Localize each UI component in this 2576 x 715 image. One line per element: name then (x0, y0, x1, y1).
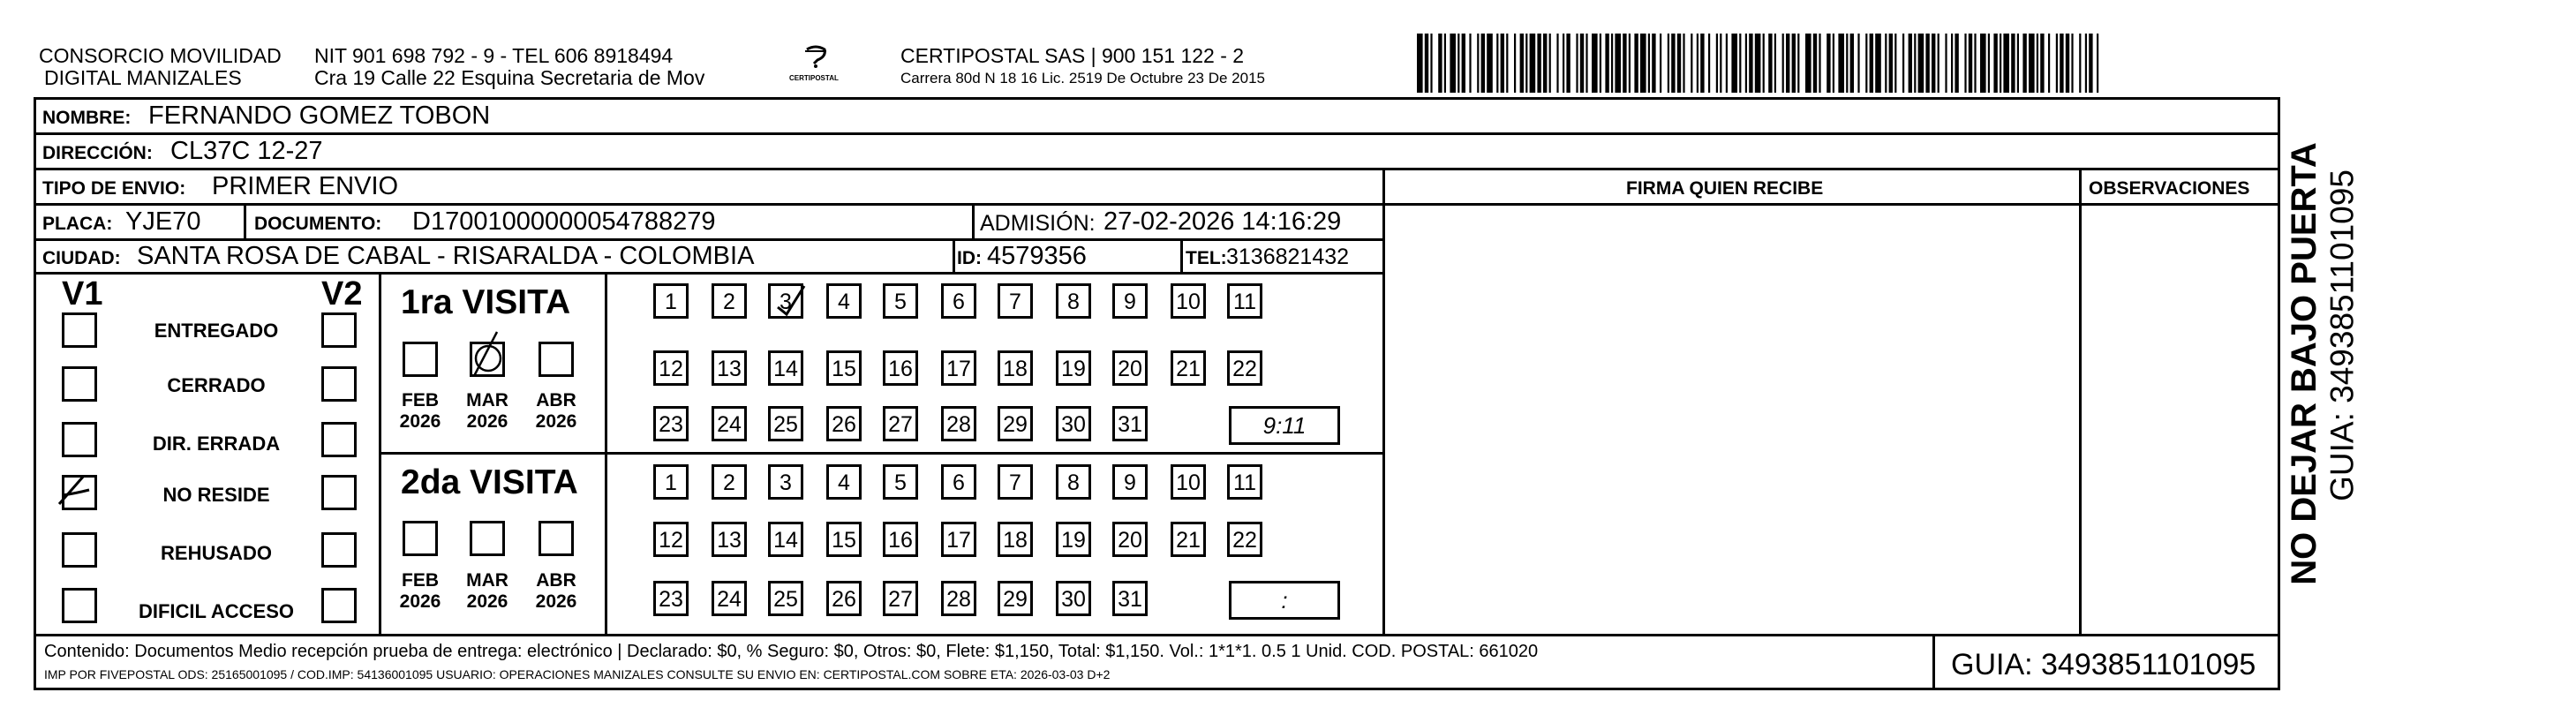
visit2-day-box[interactable]: 1 (653, 464, 689, 500)
placa-label: PLACA: (42, 214, 113, 234)
barcode-bar (1782, 34, 1784, 93)
barcode-bar (1623, 34, 1626, 93)
barcode-bar (1726, 34, 1728, 93)
barcode-bar (1768, 34, 1772, 93)
visit2-day-box[interactable]: 2 (712, 464, 747, 500)
visit2-day-box[interactable]: 29 (998, 581, 1033, 616)
barcode-bar (1477, 34, 1479, 93)
visit2-day-box[interactable]: 10 (1171, 464, 1206, 500)
barcode-bar (1902, 34, 1904, 93)
barcode-bar (1586, 34, 1587, 93)
tipo-envio-label: TIPO DE ENVIO: (42, 178, 186, 199)
barcode-bar (2066, 34, 2069, 93)
barcode-bar (2085, 34, 2087, 93)
visit2-month-label: ABR 2026 (535, 570, 577, 613)
barcode-bar (2048, 34, 2050, 93)
v1-checkbox[interactable] (62, 588, 97, 623)
admision-value: 27-02-2026 14:16:29 (1103, 207, 1342, 236)
visit1-month-box[interactable] (403, 342, 438, 377)
barcode-bar (1918, 34, 1924, 93)
barcode-bar (1580, 34, 1584, 93)
v1-checkbox[interactable] (62, 532, 97, 568)
barcode-bar (1955, 34, 1958, 93)
status-label: ENTREGADO (154, 320, 279, 342)
certipostal-logo-text: CERTIPOSTAL (789, 74, 839, 82)
divider (379, 452, 1384, 455)
barcode-bar (1980, 34, 1986, 93)
barcode-bar (1774, 34, 1776, 93)
tel-label: TEL: (1186, 248, 1227, 268)
visit2-day-box[interactable]: 7 (998, 464, 1033, 500)
visit2-day-box[interactable]: 4 (826, 464, 862, 500)
status-label: REHUSADO (161, 542, 272, 564)
barcode-bar (1745, 34, 1747, 93)
barcode-bar (1833, 34, 1834, 93)
visit2-month-label: FEB 2026 (399, 570, 441, 613)
visit2-day-box[interactable]: 30 (1056, 581, 1091, 616)
barcode-bar (1993, 34, 1997, 93)
guia-box-text: GUIA: 3493851101095 (1951, 648, 2256, 681)
visit2-day-box[interactable]: 6 (941, 464, 976, 500)
documento-value: D17001000000054788279 (412, 207, 716, 236)
barcode-bar (1932, 34, 1935, 93)
visit2-day-box[interactable]: 21 (1171, 522, 1206, 557)
visit1-day-box[interactable]: 17 (941, 350, 976, 386)
divider (34, 168, 2280, 170)
barcode-bar (1648, 34, 1650, 93)
visit2-day-box[interactable]: 27 (883, 581, 918, 616)
v2-checkbox[interactable] (321, 532, 357, 568)
month-mark-icon (469, 328, 509, 380)
barcode-bar (1462, 34, 1465, 93)
direccion-label: DIRECCIÓN: (42, 143, 153, 163)
visit1-day-box[interactable]: 8 (1056, 283, 1091, 319)
visit2-day-box[interactable]: 13 (712, 522, 747, 557)
barcode-bar (2060, 34, 2063, 93)
barcode-bar (1708, 34, 1710, 93)
side-warning-wrap (2285, 124, 2324, 605)
visit1-month-label: FEB 2026 (399, 390, 441, 433)
visit2-day-box[interactable]: 17 (941, 522, 976, 557)
visit1-day-box[interactable]: 19 (1056, 350, 1091, 386)
barcode-bar (2037, 34, 2038, 93)
barcode-bar (1889, 34, 1893, 93)
barcode-bar (1469, 34, 1471, 93)
visit1-day-box[interactable]: 27 (883, 406, 918, 441)
visit1-day-box[interactable]: 21 (1171, 350, 1206, 386)
firma-label: FIRMA QUIEN RECIBE (1626, 178, 1824, 199)
barcode-bar (1885, 34, 1887, 93)
barcode-bar (1945, 34, 1947, 93)
documento-label: DOCUMENTO: (254, 214, 382, 234)
barcode-bar (1425, 34, 1428, 93)
visit1-day-box[interactable]: 3 (768, 283, 803, 319)
barcode-bar (1520, 34, 1524, 93)
barcode-bar (2079, 34, 2081, 93)
visit2-day-box[interactable]: 3 (768, 464, 803, 500)
barcode-bar (1677, 34, 1681, 93)
visit1-day-box[interactable]: 29 (998, 406, 1033, 441)
visit2-day-box[interactable]: 15 (826, 522, 862, 557)
v1-checkbox[interactable] (62, 422, 97, 457)
barcode-bar (1763, 34, 1765, 93)
visit2-day-box[interactable]: 25 (768, 581, 803, 616)
visit1-day-box[interactable]: 15 (826, 350, 862, 386)
barcode-bar (1749, 34, 1752, 93)
barcode-bar (1671, 34, 1675, 93)
visit1-day-box[interactable]: 14 (768, 350, 803, 386)
ciudad-label: CIUDAD: (42, 248, 121, 268)
divider (34, 634, 2280, 636)
visit2-day-box[interactable]: 11 (1227, 464, 1262, 500)
barcode-bar (2029, 34, 2035, 93)
visit2-day-box[interactable]: 24 (712, 581, 747, 616)
barcode-bar (1755, 34, 1761, 93)
status-label: DIR. ERRADA (152, 433, 281, 455)
barcode-bar (1691, 34, 1692, 93)
visit2-day-box[interactable]: 22 (1227, 522, 1262, 557)
barcode-bar (1417, 34, 1423, 93)
sender-name-line2: DIGITAL MANIZALES (44, 66, 242, 89)
barcode-bar (1438, 34, 1442, 93)
barcode-bar (1450, 34, 1456, 93)
visit1-day-box[interactable]: 28 (941, 406, 976, 441)
direccion-value: CL37C 12-27 (170, 137, 323, 165)
divider (1382, 168, 1385, 634)
barcode-bar (1914, 34, 1916, 93)
visit2-month-box[interactable] (539, 521, 574, 556)
divider (244, 203, 246, 238)
visit2-month-box[interactable] (470, 521, 505, 556)
v1-checkbox-checked[interactable] (62, 475, 97, 510)
divider (34, 132, 2280, 135)
barcode-bar (1964, 34, 1966, 93)
barcode-bar (1875, 34, 1881, 93)
visit1-day-box[interactable]: 2 (712, 283, 747, 319)
visit1-day-box[interactable]: 12 (653, 350, 689, 386)
v2-checkbox[interactable] (321, 422, 357, 457)
barcode-bar (1566, 34, 1570, 93)
visit1-day-box[interactable]: 18 (998, 350, 1033, 386)
observaciones-label: OBSERVACIONES (2089, 178, 2250, 199)
visit1-day-box[interactable]: 26 (826, 406, 862, 441)
barcode-bar (1481, 34, 1485, 93)
visit1-day-box[interactable]: 13 (712, 350, 747, 386)
v2-label: V2 (321, 275, 363, 312)
barcode-bar (1865, 34, 1867, 93)
barcode-bar (2071, 34, 2073, 93)
contenido-text: Contenido: Documentos Medio recepción prueba de entrega: electrónico | Declarado: $0, % Seguro: $0, Otros: $0, Flete: $1,150, Total: $1,150. Vol.: 1*1*1. 0.5 1 Unid. COD. POSTAL: 661020 (44, 642, 1539, 661)
divider (2079, 168, 2082, 634)
barcode-bar (2040, 34, 2044, 93)
visit1-title: 1ra VISITA (401, 283, 571, 321)
barcode-bar (1537, 34, 1540, 93)
barcode-bar (1501, 34, 1504, 93)
barcode-bar (1894, 34, 1896, 93)
visit2-month-box[interactable] (403, 521, 438, 556)
barcode-bar (1925, 34, 1929, 93)
visit2-day-box[interactable]: 14 (768, 522, 803, 557)
visit1-day-box[interactable]: 10 (1171, 283, 1206, 319)
visit1-month-box[interactable] (539, 342, 574, 377)
barcode-bar (2000, 34, 2001, 93)
divider (1180, 238, 1183, 272)
visit2-day-box[interactable]: 8 (1056, 464, 1091, 500)
nombre-value: FERNANDO GOMEZ TOBON (148, 102, 491, 130)
visit2-day-box[interactable]: 26 (826, 581, 862, 616)
barcode-bar (1683, 34, 1684, 93)
barcode-bar (1556, 34, 1558, 93)
barcode-bar (1634, 34, 1638, 93)
barcode-bar (1909, 34, 1912, 93)
visit1-month-label: MAR 2026 (466, 390, 508, 433)
visit1-day-box[interactable]: 9 (1112, 283, 1148, 319)
certipostal-logo-icon (787, 42, 844, 87)
v2-checkbox[interactable] (321, 312, 357, 348)
visit2-day-box[interactable]: 9 (1112, 464, 1148, 500)
barcode-bar (1951, 34, 1953, 93)
barcode-bar (1525, 34, 1527, 93)
tipo-envio-value: PRIMER ENVIO (212, 172, 399, 200)
barcode-bar (1487, 34, 1493, 93)
visit2-day-box[interactable]: 20 (1112, 522, 1148, 557)
visit1-day-box[interactable]: 11 (1227, 283, 1262, 319)
barcode-bar (1969, 34, 1972, 93)
barcode-bar (1592, 34, 1598, 93)
visit2-day-box[interactable]: 31 (1112, 581, 1148, 616)
admision-label: ADMISIÓN: (980, 211, 1096, 236)
v2-checkbox[interactable] (321, 588, 357, 623)
status-label: NO RESIDE (162, 484, 270, 506)
barcode-bar (1819, 34, 1820, 93)
visit2-month-label: MAR 2026 (466, 570, 508, 613)
barcode-bar (1549, 34, 1551, 93)
visit2-time-box[interactable]: : (1229, 581, 1340, 620)
ciudad-value: SANTA ROSA DE CABAL - RISARALDA - COLOMBIA (137, 242, 755, 270)
barcode-bar (1813, 34, 1817, 93)
divider (34, 203, 2280, 206)
barcode-bar (1530, 34, 1536, 93)
visit2-day-box[interactable]: 28 (941, 581, 976, 616)
visit2-day-box[interactable]: 12 (653, 522, 689, 557)
id-label: ID: (957, 248, 982, 268)
barcode-bar (1974, 34, 1976, 93)
barcode-bar (1660, 34, 1661, 93)
visit1-day-box[interactable]: 23 (653, 406, 689, 441)
visit1-day-box[interactable]: 16 (883, 350, 918, 386)
visit1-day-box[interactable]: 7 (998, 283, 1033, 319)
barcode-bar (1514, 34, 1516, 93)
barcode-bar (1605, 34, 1608, 93)
visit1-day-box[interactable]: 25 (768, 406, 803, 441)
courier-address: Carrera 80d N 18 16 Lic. 2519 De Octubre 23 De 2015 (900, 70, 1265, 87)
visit1-day-box[interactable]: 24 (712, 406, 747, 441)
nombre-label: NOMBRE: (42, 108, 132, 128)
barcode-bar (1600, 34, 1601, 93)
barcode-bar (2022, 34, 2026, 93)
tel-value: 3136821432 (1226, 245, 1350, 269)
barcode-bar (2017, 34, 2019, 93)
status-label: CERRADO (167, 374, 266, 396)
sender-name-line1: CONSORCIO MOVILIDAD (39, 44, 282, 67)
imp-line-text: IMP POR FIVEPOSTAL ODS: 25165001095 / COD.IMP: 54136001095 USUARIO: OPERACIONES MANIZALES CONSULTE SU ENVIO EN: CERTIPOSTAL.COM SOBRE ETA: 2026-03-03 D+2 (44, 667, 1111, 681)
barcode-bar (1716, 34, 1718, 93)
visit1-time-box[interactable]: 9:11 (1229, 406, 1340, 445)
id-value: 4579356 (987, 242, 1087, 270)
barcode-bar (1615, 34, 1621, 93)
placa-value: YJE70 (125, 207, 201, 236)
barcode-bar (1870, 34, 1873, 93)
v1-label: V1 (62, 275, 103, 312)
barcode-bar (1444, 34, 1446, 93)
courier-name: CERTIPOSTAL SAS | 900 151 122 - 2 (900, 44, 1245, 67)
day-check-icon (769, 281, 808, 320)
barcode-icon (1415, 34, 2104, 93)
visit1-day-box[interactable]: 6 (941, 283, 976, 319)
barcode-bar (1506, 34, 1508, 93)
barcode-bar (2011, 34, 2015, 93)
visit1-day-box[interactable]: 5 (883, 283, 918, 319)
barcode-bar (1720, 34, 1721, 93)
barcode-bar (1792, 34, 1796, 93)
barcode-bar (1697, 34, 1699, 93)
visit2-day-box[interactable]: 16 (883, 522, 918, 557)
barcode-bar (1652, 34, 1655, 93)
side-guia-text: GUIA: 3493851101095 (2324, 169, 2361, 501)
barcode-bar (2056, 34, 2058, 93)
visit1-day-box[interactable]: 20 (1112, 350, 1148, 386)
visit2-day-box[interactable]: 23 (653, 581, 689, 616)
v2-checkbox[interactable] (321, 366, 357, 402)
divider (1932, 634, 1935, 690)
side-guia-wrap (2324, 124, 2361, 605)
side-warning-text: NO DEJAR BAJO PUERTA (2285, 142, 2324, 585)
v1-checkbox[interactable] (62, 366, 97, 402)
barcode-bar (1805, 34, 1811, 93)
barcode-bar (2003, 34, 2009, 93)
visit1-day-box[interactable]: 4 (826, 283, 862, 319)
barcode-bar (1731, 34, 1737, 93)
barcode-bar (1543, 34, 1547, 93)
barcode-bar (1827, 34, 1830, 93)
visit1-day-box[interactable]: 1 (653, 283, 689, 319)
visit2-title: 2da VISITA (401, 463, 578, 501)
barcode-bar (1563, 34, 1564, 93)
divider (972, 203, 975, 238)
barcode-bar (1797, 34, 1799, 93)
divider (953, 238, 955, 272)
barcode-bar (1700, 34, 1704, 93)
divider (34, 272, 1384, 275)
visit1-day-box[interactable]: 31 (1112, 406, 1148, 441)
visit2-day-box[interactable]: 18 (998, 522, 1033, 557)
barcode-bar (1846, 34, 1848, 93)
barcode-bar (1629, 34, 1631, 93)
barcode-bar (1430, 34, 1432, 93)
v1-checkbox[interactable] (62, 312, 97, 348)
v2-checkbox[interactable] (321, 475, 357, 510)
visit1-month-label: ABR 2026 (535, 390, 577, 433)
barcode-bar (1838, 34, 1844, 93)
visit2-day-box[interactable]: 5 (883, 464, 918, 500)
barcode-bar (2089, 34, 2092, 93)
barcode-bar (1457, 34, 1459, 93)
barcode-bar (1988, 34, 1990, 93)
status-label: DIFICIL ACCESO (138, 600, 294, 622)
barcode-bar (1611, 34, 1613, 93)
sender-address: Cra 19 Calle 22 Esquina Secretaria de Mov (314, 66, 705, 89)
visit2-day-box[interactable]: 19 (1056, 522, 1091, 557)
barcode-bar (1668, 34, 1669, 93)
visit1-day-box[interactable]: 22 (1227, 350, 1262, 386)
visit1-day-box[interactable]: 30 (1056, 406, 1091, 441)
sender-nit: NIT 901 698 792 - 9 - TEL 606 8918494 (314, 44, 674, 67)
barcode-bar (1496, 34, 1498, 93)
barcode-bar (1786, 34, 1789, 93)
barcode-bar (1850, 34, 1854, 93)
barcode-bar (1640, 34, 1646, 93)
barcode-bar (1576, 34, 1578, 93)
checkmark-icon (57, 469, 100, 511)
barcode-bar (1739, 34, 1741, 93)
barcode-bar (1938, 34, 1940, 93)
visit1-month-box-marked[interactable] (470, 342, 505, 377)
barcode-bar (1857, 34, 1859, 93)
barcode-bar (2097, 34, 2098, 93)
